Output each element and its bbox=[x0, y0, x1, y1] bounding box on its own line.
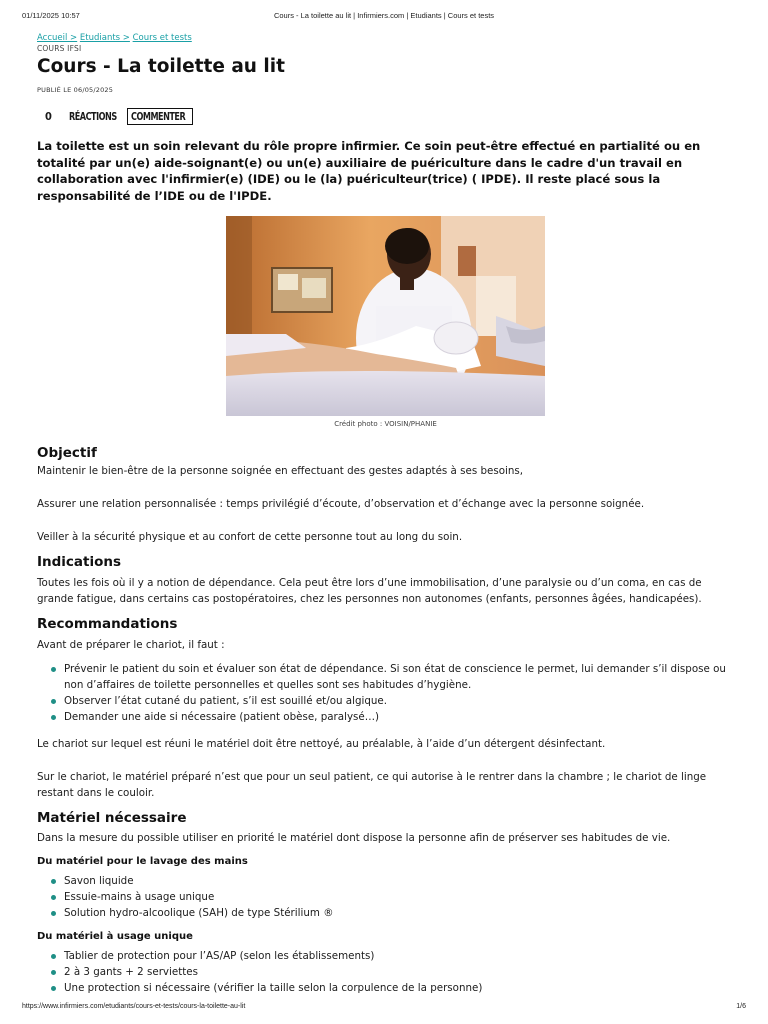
list-item: Solution hydro-alcoolique (SAH) de type Stérilium ® bbox=[51, 905, 735, 921]
breadcrumb bbox=[37, 33, 735, 44]
breadcrumb-home-link[interactable]: Accueil > bbox=[37, 33, 78, 43]
article-figure bbox=[226, 216, 545, 429]
reactions-label: RÉACTIONS bbox=[69, 109, 117, 123]
materiel-hand-wash-list bbox=[51, 873, 735, 921]
recommandations-list bbox=[51, 661, 735, 725]
list-item: Observer l’état cutané du patient, s’il est souillé et/ou algique. bbox=[51, 693, 735, 709]
article-content bbox=[37, 33, 735, 996]
list-item: 2 à 3 gants + 2 serviettes bbox=[51, 964, 735, 980]
list-item: Une protection si nécessaire (vérifier la taille selon la corpulence de la personne) bbox=[51, 980, 735, 996]
comment-button[interactable] bbox=[127, 108, 193, 125]
list-item: Essuie-mains à usage unique bbox=[51, 889, 735, 905]
objectif-paragraph: Veiller à la sécurité physique et au confort de cette personne tout au long du soin. bbox=[37, 531, 463, 543]
photo-credit: Crédit photo : VOISIN/PHANIE bbox=[334, 420, 437, 428]
list-item: Savon liquide bbox=[51, 873, 735, 889]
materiel-subheading: Du matériel pour le lavage des mains bbox=[37, 856, 248, 867]
reactions-count: 0 bbox=[45, 109, 52, 123]
recommandations-heading: Recommandations bbox=[37, 616, 178, 632]
recommandations-paragraph: Le chariot sur lequel est réuni le matériel doit être nettoyé, au préalable, à l’aide d’un détergent désinfectant. bbox=[37, 738, 606, 750]
published-date: PUBLIÉ LE 06/05/2025 bbox=[37, 86, 114, 94]
breadcrumb-cours-link[interactable]: Cours et tests bbox=[132, 33, 192, 43]
indications-paragraph: Toutes les fois où il y a notion de dépendance. Cela peut être lors d’une immobilisation, d’une paralysie ou d’un coma, en cas de grande fatigue, dans certains cas postopératoires, chez les personnes non autonomes (enfants, personnes âgées, handicapées). bbox=[37, 577, 702, 605]
nurse-photo-illustration bbox=[226, 216, 545, 416]
print-page-title: Cours - La toilette au lit | Infirmiers.com | Etudiants | Cours et tests bbox=[273, 11, 495, 20]
materiel-heading: Matériel nécessaire bbox=[37, 810, 187, 826]
print-header bbox=[0, 11, 768, 23]
recommandations-lead: Avant de préparer le chariot, il faut : bbox=[37, 639, 225, 651]
recommandations-paragraph: Sur le chariot, le matériel préparé n’est que pour un seul patient, ce qui autorise à le rentrer dans la chambre ; le chariot de linge restant dans le couloir. bbox=[37, 771, 707, 799]
list-item: Prévenir le patient du soin et évaluer son état de dépendance. Si son état de conscience le permet, lui demander s’il dispose ou non d’affaires de toilette personnelles et quelles sont ses habitudes d’hygiène. bbox=[51, 661, 735, 693]
indications-heading: Indications bbox=[37, 554, 122, 570]
objectif-heading: Objectif bbox=[37, 445, 97, 461]
objectif-paragraph: Maintenir le bien-être de la personne soignée en effectuant des gestes adaptés à ses besoins, bbox=[37, 465, 524, 477]
section-tag: COURS IFSI bbox=[37, 44, 82, 53]
materiel-single-use-list bbox=[51, 948, 735, 996]
materiel-subheading: Du matériel à usage unique bbox=[37, 931, 193, 942]
comment-button-label: COMMENTER bbox=[131, 109, 186, 123]
print-url: https://www.infirmiers.com/etudiants/cours-et-tests/cours-la-toilette-au-lit bbox=[22, 1003, 246, 1010]
list-item: Demander une aide si nécessaire (patient obèse, paralysé…) bbox=[51, 709, 735, 725]
page-title: Cours - La toilette au lit bbox=[37, 56, 285, 77]
objectif-paragraph: Assurer une relation personnalisée : temps privilégié d’écoute, d’observation et d’échange avec la personne soignée. bbox=[37, 498, 645, 510]
reactions-bar bbox=[37, 107, 735, 125]
print-footer bbox=[0, 1003, 768, 1015]
intro-paragraph: La toilette est un soin relevant du rôle propre infirmier. Ce soin peut-être effectué en partialité ou en totalité par un(e) aide-soignant(e) ou un(e) auxiliaire de puériculture dans le cadre d'un travail en collaboration avec l'infirmier(e) (IDE) ou le (la) puériculteur(trice) ( IPDE). Il reste placé sous la responsabilité de l’IDE ou de l'IPDE. bbox=[37, 139, 701, 203]
print-datetime: 01/11/2025 10:57 bbox=[22, 11, 80, 20]
article-photo bbox=[226, 216, 545, 416]
materiel-lead: Dans la mesure du possible utiliser en priorité le matériel dont dispose la personne afin de préserver ses habitudes de vie. bbox=[37, 832, 671, 844]
breadcrumb-etudiants-link[interactable]: Etudiants > bbox=[79, 33, 130, 43]
print-page-number: 1/6 bbox=[736, 1003, 746, 1010]
list-item: Tablier de protection pour l’AS/AP (selon les établissements) bbox=[51, 948, 735, 964]
